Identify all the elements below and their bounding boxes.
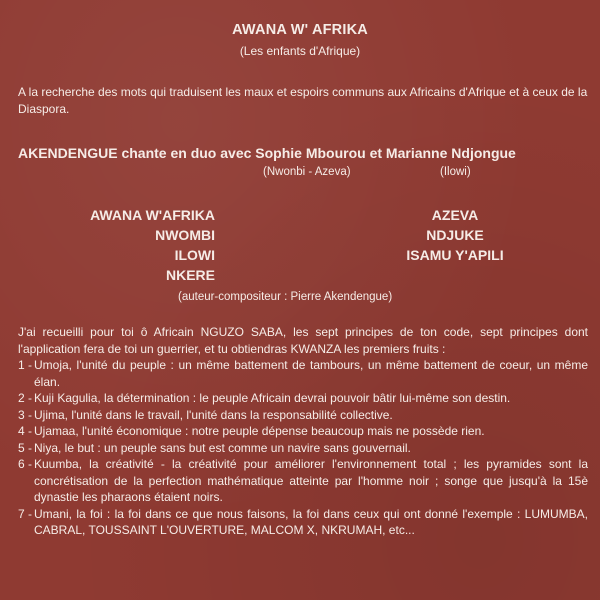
duo-songs-mbourou: (Nwonbi - Azeva): [263, 166, 351, 178]
list-item: [18, 440, 588, 457]
song-list-right: [395, 205, 515, 265]
item-number: 6 -: [18, 457, 33, 471]
list-item: [18, 357, 588, 390]
item-text: Umani, la foi : la foi dans ce que nous faisons, la foi dans ceux qui ont donné l'exemple : LUMUMBA, CABRAL, TOUSSAINT L'OUVERTURE, MALCOM X, NKRUMAH, etc...: [34, 506, 588, 537]
composer-credit: (auteur-compositeur : Pierre Akendengue): [178, 291, 393, 303]
item-number: 4 -: [18, 424, 33, 438]
song-title: AWANA W'AFRIKA: [90, 207, 215, 223]
principles-intro: J'ai recueilli pour toi ô Africain NGUZO SABA, les sept principes de ton code, sept principes dont l'application fera de toi un guerrier, et tu obtiendras KWANZA les premiers fruits :: [18, 325, 588, 356]
item-number: 5 -: [18, 440, 33, 455]
list-item: [18, 390, 588, 407]
song-list-left: [75, 205, 215, 285]
song-title: ILOWI: [174, 247, 215, 263]
song-title: ISAMU Y'APILI: [406, 247, 504, 263]
list-item: [18, 506, 588, 539]
song-title: NDJUKE: [426, 227, 484, 243]
item-text: Ujima, l'unité dans le travail, l'unité dans la responsabilité collective.: [34, 407, 393, 422]
song-title: AZEVA: [431, 207, 479, 223]
list-item: [18, 423, 588, 440]
item-text: Umoja, l'unité du peuple : un même battement de tambours, un même battement de coeur, un même élan.: [34, 358, 588, 389]
page-title: AWANA W' AFRIKA: [232, 22, 368, 38]
page-subtitle: (Les enfants d'Afrique): [239, 44, 361, 58]
list-item: [18, 456, 588, 506]
item-text: Niya, le but : un peuple sans but est comme un navire sans gouvernail.: [34, 440, 411, 455]
item-number: 2 -: [18, 391, 33, 405]
duo-songs-ndjongue: (Ilowi): [440, 166, 471, 178]
principles-section: [18, 324, 588, 539]
intro-paragraph: A la recherche des mots qui traduisent les maux et espoirs communs aux Africains d'Afrique et à ceux de la Diaspora.: [18, 85, 588, 116]
item-text: Kuumba, la créativité - la créativité pour améliorer l'environnement total ; les pyramides sont la concrétisation de la perfection mathématique atteinte par l'homme noir ; songe que jusqu'à la 15è dynastie les pharaons étaient noirs.: [34, 457, 588, 504]
song-title: NWOMBI: [155, 227, 215, 243]
item-number: 3 -: [18, 407, 33, 422]
list-item: [18, 407, 588, 424]
song-title: NKERE: [165, 267, 215, 283]
item-number: 7 -: [18, 506, 33, 521]
item-number: 1 -: [18, 358, 33, 372]
item-text: Ujamaa, l'unité économique : notre peuple dépense beaucoup mais ne possède rien.: [34, 424, 485, 438]
duo-heading: AKENDENGUE chante en duo avec Sophie Mbourou et Marianne Ndjongue: [18, 145, 516, 161]
item-text: Kuji Kagulia, la détermination : le peuple Africain devrai pouvoir bâtir lui-même son destin.: [34, 391, 511, 405]
